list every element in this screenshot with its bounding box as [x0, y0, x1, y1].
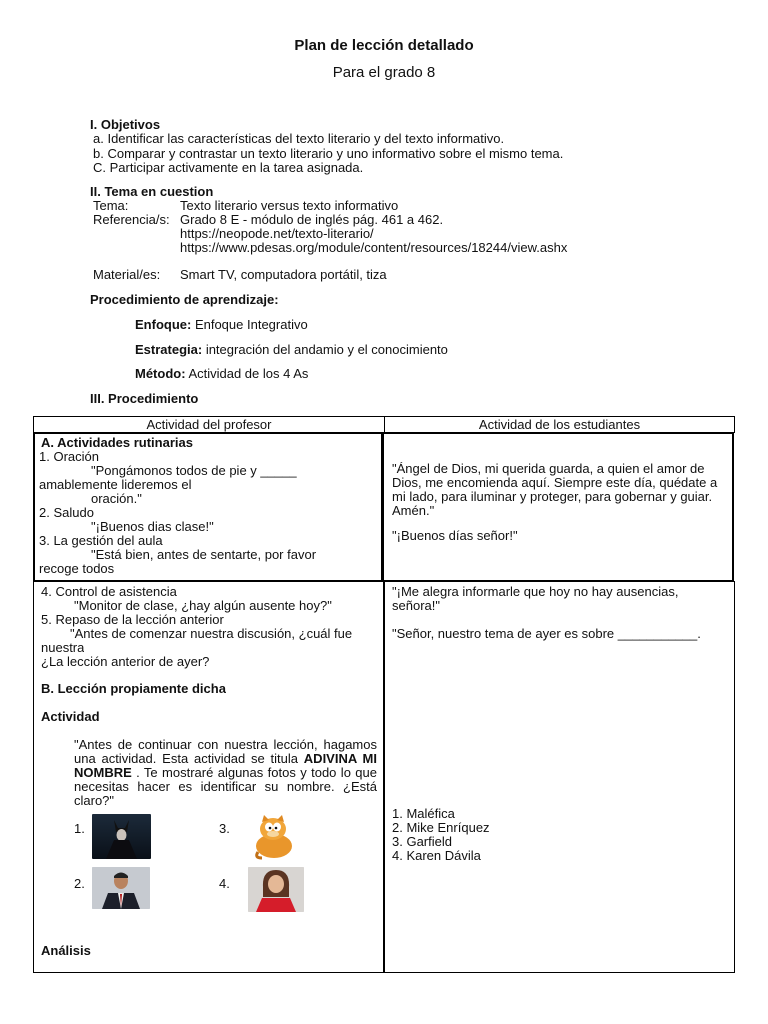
photo-number: 2.	[74, 877, 85, 891]
students-cell-routines	[382, 432, 734, 582]
prayer-quote: oración."	[91, 492, 142, 506]
attendance-response: "¡Me alegra informarle que hoy no hay ausencias, señora!"	[392, 585, 679, 613]
students-cell-lesson	[383, 581, 735, 973]
greeting-response: "¡Buenos días señor!"	[392, 529, 518, 543]
prayer-quote: amablemente lideremos el	[39, 478, 192, 492]
objective-item: b. Comparar y contrastar un texto literario y uno informativo sobre el mismo tema.	[93, 146, 564, 161]
answer-item: 1. Maléfica	[392, 807, 455, 821]
activity-heading: Actividad	[41, 710, 100, 724]
teacher-cell-routines	[33, 432, 383, 582]
method-line	[135, 367, 308, 381]
procedure-heading: III. Procedimiento	[90, 391, 199, 406]
reference-label: Referencia/s:	[93, 212, 170, 227]
objective-item: C. Participar activamente en la tarea asignada.	[93, 160, 364, 175]
document-title: Plan de lección detallado	[294, 37, 474, 54]
reference-link: https://neopode.net/texto-literario/	[180, 226, 374, 241]
mike-enriquez-photo	[92, 867, 150, 909]
objective-item: a. Identificar las características del texto literario y del texto informativo.	[93, 131, 505, 146]
teacher-cell-lesson	[33, 581, 385, 973]
attendance-item: 4. Control de asistencia	[41, 585, 177, 599]
review-quote: ¿La lección anterior de ayer?	[41, 655, 210, 669]
greeting-item: 2. Saludo	[39, 506, 94, 520]
classroom-quote: "Está bien, antes de sentarte, por favor	[91, 548, 317, 562]
answer-item: 4. Karen Dávila	[392, 849, 481, 863]
prayer-item: 1. Oración	[39, 450, 99, 464]
reference-link: https://www.pdesas.org/module/content/resources/18244/view.ashx	[180, 240, 568, 255]
objectives-heading: I. Objetivos	[90, 117, 161, 132]
maleficent-photo	[92, 814, 151, 859]
review-quote: nuestra	[41, 641, 85, 655]
strategy-label: Estrategia:	[135, 342, 203, 357]
review-quote: "Antes de comenzar nuestra discusión, ¿cuál fue	[70, 627, 353, 641]
approach-value: Enfoque Integrativo	[191, 317, 308, 332]
classroom-item: 3. La gestión del aula	[39, 534, 163, 548]
lesson-heading: B. Lección propiamente dicha	[41, 682, 226, 696]
answer-item: 3. Garfield	[392, 835, 452, 849]
activity-text: "Antes de continuar con nuestra lección, hagamos una actividad. Esta actividad se titula	[74, 738, 377, 766]
answer-item: 2. Mike Enríquez	[392, 821, 490, 835]
header-cell-students	[384, 416, 735, 433]
tema-label: Tema:	[93, 198, 129, 213]
routines-heading: A. Actividades rutinarias	[41, 436, 193, 450]
photo-number: 4.	[219, 877, 230, 891]
header-teacher: Actividad del profesor	[146, 418, 272, 432]
photo-number: 1.	[74, 822, 85, 836]
analysis-heading: Análisis	[41, 944, 91, 958]
classroom-quote: recoge todos	[39, 562, 115, 576]
reference-line: Grado 8 E - módulo de inglés pág. 461 a 462.	[180, 212, 444, 227]
materials-label: Material/es:	[93, 267, 161, 282]
strategy-value: integración del andamio y el conocimiento	[202, 342, 448, 357]
garfield-photo	[246, 812, 302, 860]
review-item: 5. Repaso de la lección anterior	[41, 613, 224, 627]
approach-line	[135, 318, 308, 332]
activity-instructions	[74, 738, 377, 808]
tema-value: Texto literario versus texto informativo	[180, 198, 399, 213]
learning-procedure-heading: Procedimiento de aprendizaje:	[90, 292, 279, 307]
prayer-response: "Ángel de Dios, mi querida guarda, a quien el amor de Dios, me encomienda aquí. Siempre este día, quédate a mi lado, para iluminar y proteger, para gobernar y guiar. Amén."	[392, 462, 718, 518]
attendance-quote: "Monitor de clase, ¿hay algún ausente hoy?"	[74, 599, 332, 613]
method-label: Método:	[135, 366, 186, 381]
method-value: Actividad de los 4 As	[185, 366, 309, 381]
header-cell-teacher	[33, 416, 385, 433]
photo-number: 3.	[219, 822, 230, 836]
topic-response: "Señor, nuestro tema de ayer es sobre ___________.	[392, 627, 701, 641]
activity-text: . Te mostraré algunas fotos y todo lo que necesitas hacer es identificar su nombre. ¿Está claro?"	[74, 765, 377, 808]
materials-value: Smart TV, computadora portátil, tiza	[180, 267, 387, 282]
prayer-quote: "Pongámonos todos de pie y _____	[91, 464, 297, 478]
karen-davila-photo	[248, 867, 304, 912]
strategy-line	[135, 343, 448, 357]
greeting-quote: "¡Buenos dias clase!"	[91, 520, 214, 534]
activity-title: ADIVINA MI NOMBRE	[74, 751, 377, 780]
document-subtitle: Para el grado 8	[332, 64, 436, 81]
topic-heading: II. Tema en cuestion	[90, 184, 214, 199]
header-students: Actividad de los estudiantes	[478, 418, 641, 432]
approach-label: Enfoque:	[135, 317, 192, 332]
